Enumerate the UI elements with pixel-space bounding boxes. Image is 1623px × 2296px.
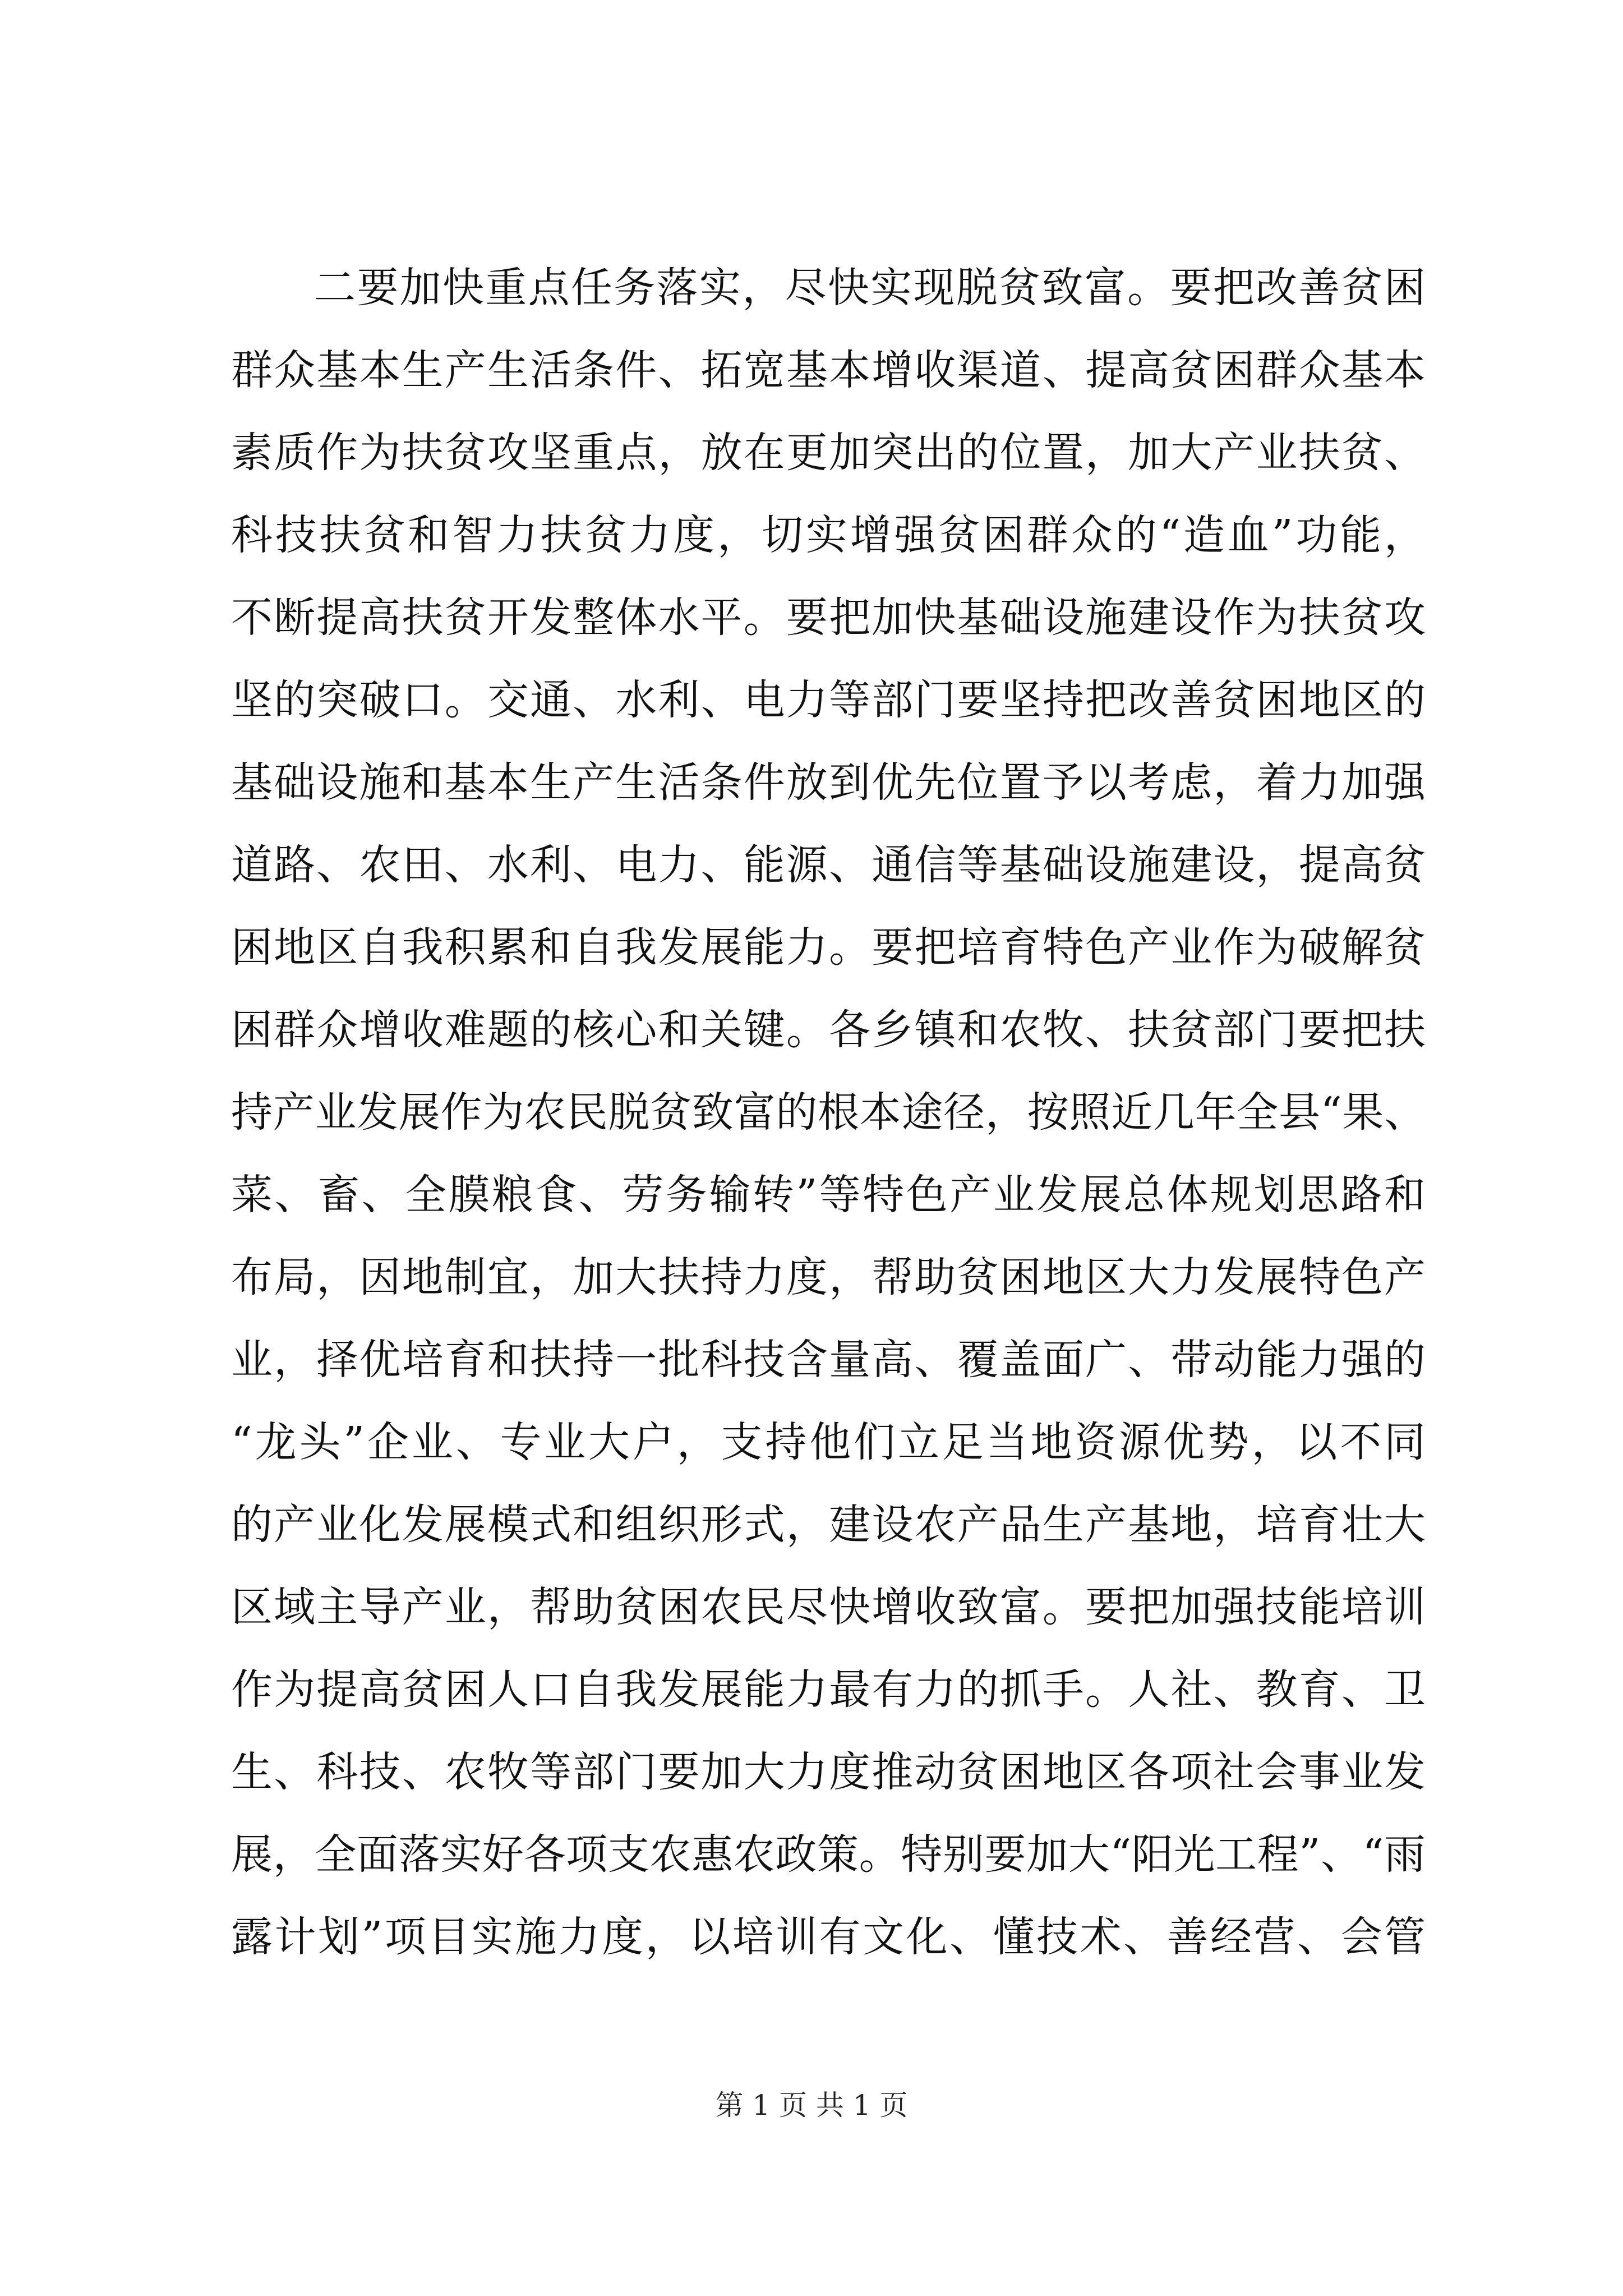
paragraph-line: 困地区自我积累和自我发展能力。要把培育特色产业作为破解贫: [231, 923, 1426, 972]
paragraph-line: 坚的突破口。交通、水利、电力等部门要坚持把改善贫困地区的: [231, 676, 1426, 724]
paragraph-line: 不断提高扶贫开发整体水平。要把加快基础设施建设作为扶贫攻: [231, 593, 1426, 642]
paragraph-line: 菜、畜、全膜粮食、劳务输转”等特色产业发展总体规划思路和: [231, 1171, 1426, 1219]
paragraph-line: 持产业发展作为农民脱贫致富的根本途径，按照近几年全县“果、: [231, 1088, 1426, 1137]
paragraph-line: 布局，因地制宜，加大扶持力度，帮助贫困地区大力发展特色产: [231, 1253, 1426, 1301]
paragraph-line: 生、科技、农牧等部门要加大力度推动贫困地区各项社会事业发: [231, 1748, 1426, 1796]
paragraph-line: “龙头”企业、专业大户，支持他们立足当地资源优势，以不同: [231, 1418, 1426, 1466]
paragraph-line: 基础设施和基本生产生活条件放到优先位置予以考虑，着力加强: [231, 758, 1426, 807]
paragraph-line: 的产业化发展模式和组织形式，建设农产品生产基地，培育壮大: [231, 1501, 1426, 1549]
paragraph-line: 素质作为扶贫攻坚重点，放在更加突出的位置，加大产业扶贫、: [231, 429, 1426, 477]
paragraph-line: 二要加快重点任务落实，尽快实现脱贫致富。要把改善贫困: [314, 264, 1426, 312]
paragraph-line: 展，全面落实好各项支农惠农政策。特别要加大“阳光工程”、“雨: [231, 1830, 1426, 1879]
page-number-footer: 第 1 页 共 1 页: [715, 2089, 908, 2122]
paragraph-line: 群众基本生产生活条件、拓宽基本增收渠道、提高贫困群众基本: [231, 346, 1426, 394]
body-paragraph: [231, 247, 1426, 1978]
paragraph-line: 道路、农田、水利、电力、能源、通信等基础设施建设，提高贫: [231, 841, 1426, 889]
paragraph-line: 业，择优培育和扶持一批科技含量高、覆盖面广、带动能力强的: [231, 1336, 1426, 1384]
paragraph-line: 区域主导产业，帮助贫困农民尽快增收致富。要把加强技能培训: [231, 1583, 1426, 1631]
paragraph-line: 困群众增收难题的核心和关键。各乡镇和农牧、扶贫部门要把扶: [231, 1006, 1426, 1054]
paragraph-line: 科技扶贫和智力扶贫力度，切实增强贫困群众的“造血”功能，: [231, 511, 1426, 559]
paragraph-line: 露计划”项目实施力度，以培训有文化、懂技术、善经营、会管: [231, 1913, 1426, 1961]
paragraph-line: 作为提高贫困人口自我发展能力最有力的抓手。人社、教育、卫: [231, 1665, 1426, 1714]
